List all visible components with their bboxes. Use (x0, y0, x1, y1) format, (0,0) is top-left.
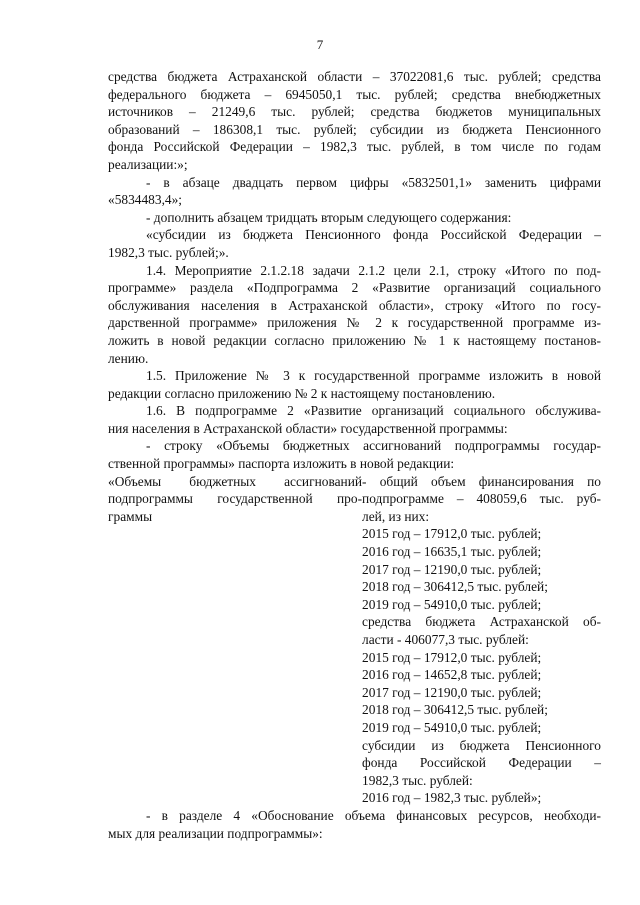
text-line: ласти - 406077,3 тыс. рублей: (362, 632, 529, 647)
text-line: мых для реализации подпрограммы»: (108, 825, 323, 841)
year-amount: 2016 год – 14652,8 тыс. рублей; (362, 667, 542, 683)
document-body (108, 68, 601, 842)
text-line: средства бюджета Астраханской области – 37022081,6 тыс. рублей; средства (108, 69, 601, 84)
year-amount: 2016 год – 16635,1 тыс. рублей; (362, 544, 542, 560)
paragraph-passport-row (108, 437, 601, 472)
year-amount: 2018 год – 306412,5 тыс. рублей; (362, 579, 548, 595)
text-line: 1982,3 тыс. рублей;». (108, 244, 229, 260)
text-line: редакции согласно приложению № 2 к настоящему постановлению. (108, 385, 496, 401)
year-amount: 2019 год – 54910,0 тыс. рублей; (362, 719, 542, 735)
text-line: - в абзаце двадцать первом цифры «5832501,1» заменить цифрами (146, 174, 601, 190)
text-line: подпрограмме – 408059,6 тыс. руб- (362, 491, 601, 507)
text-line: образований – 186308,1 тыс. рублей; субсидии из бюджета Пенсионного (108, 121, 601, 137)
text-line: лению. (108, 350, 149, 366)
text-line: 1.6. В подпрограмме 2 «Развитие организаций социального обслужива- (146, 403, 601, 419)
year-amount: 2015 год – 17912,0 тыс. рублей; (362, 526, 542, 542)
text-line: реализации:»; (108, 156, 188, 172)
text-line: «субсидии из бюджета Пенсионного фонда Российской Федерации – (146, 227, 601, 243)
text-line: субсидии из бюджета Пенсионного (362, 737, 601, 753)
text-line: граммы (108, 508, 153, 524)
paragraph-add-item (108, 209, 601, 227)
passport-label-cell (108, 473, 362, 807)
text-line: федерального бюджета – 6945050,1 тыс. рублей; средства внебюджетных (108, 86, 601, 102)
year-amount: 2017 год – 12190,0 тыс. рублей; (362, 561, 542, 577)
text-line: ния населения в Астраханской области» государственной программы: (108, 420, 508, 436)
text-line: средства бюджета Астраханской об- (362, 614, 601, 630)
text-line: - строку «Объемы бюджетных ассигнований подпрограммы государ- (146, 438, 601, 454)
page-number: 7 (316, 37, 324, 52)
text-line: фонда Российской Федерации – 1982,3 тыс. рублей, в том числе по годам (108, 139, 601, 155)
text-line: ственной программы» паспорта изложить в новой редакции: (108, 456, 455, 472)
text-line: - в разделе 4 «Обоснование объема финансовых ресурсов, необходи- (146, 807, 601, 823)
passport-value-cell (362, 473, 601, 807)
text-line: обслуживания населения в Астраханской области», строку «Итого по госу- (108, 297, 601, 313)
passport-table (108, 473, 601, 807)
paragraph-replace-digits (108, 174, 601, 209)
text-line: 1.4. Мероприятие 2.1.2.18 задачи 2.1.2 цели 2.1, строку «Итого по под- (146, 262, 601, 278)
text-line: - дополнить абзацем тридцать вторым следующего содержания: (146, 209, 512, 225)
year-amount: 2016 год – 1982,3 тыс. рублей»; (362, 790, 542, 806)
paragraph-1-6 (108, 402, 601, 437)
year-amount: 2019 год – 54910,0 тыс. рублей; (362, 596, 542, 612)
text-line: программе» раздела «Подпрограмма 2 «Развитие организаций социального (108, 280, 601, 296)
text-line: - общий объем финансирования по (362, 473, 601, 489)
text-line: подпрограммы государственной про- (108, 491, 363, 507)
text-line: 1.5. Приложение № 3 к государственной программе изложить в новой (146, 368, 601, 384)
paragraph-section-4 (108, 807, 601, 842)
text-line: «Объемы бюджетных ассигнований (108, 473, 363, 489)
paragraph-1-4 (108, 262, 601, 368)
year-amount: 2017 год – 12190,0 тыс. рублей; (362, 684, 542, 700)
text-line: дарственной программе» приложения № 2 к государственной программе из- (108, 315, 601, 331)
text-line: лей, из них: (362, 508, 430, 524)
year-amount: 2018 год – 306412,5 тыс. рублей; (362, 702, 548, 718)
passport-row (108, 473, 601, 807)
text-line: ложить в новой редакции согласно приложению № 1 к настоящему постанов- (108, 332, 601, 348)
text-line: «5834483,4»; (108, 192, 183, 208)
text-line: 1982,3 тыс. рублей: (362, 772, 473, 788)
year-amount: 2015 год – 17912,0 тыс. рублей; (362, 649, 542, 665)
paragraph-1-5 (108, 367, 601, 402)
paragraph-pension-subsidy (108, 226, 601, 261)
paragraph-budget-sources (108, 68, 601, 174)
text-line: фонда Российской Федерации – (362, 755, 601, 771)
text-line: источников – 21249,6 тыс. рублей; средства бюджетов муниципальных (108, 104, 601, 120)
